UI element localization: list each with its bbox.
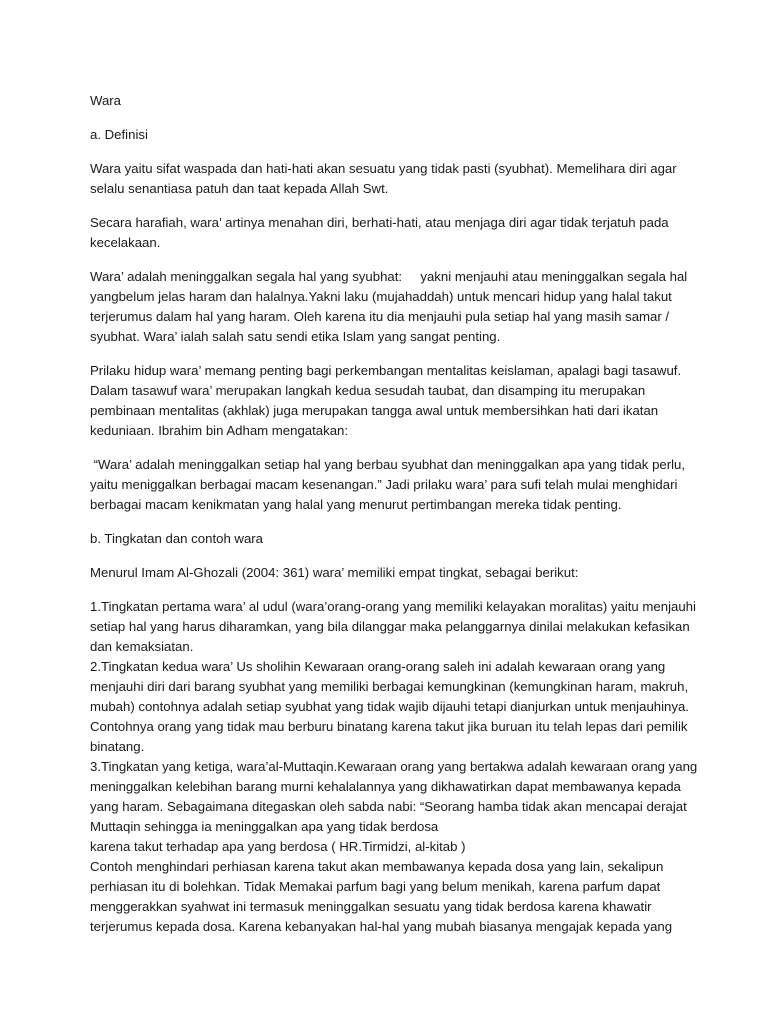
text-line: yang haram. Sebagaimana ditegaskan oleh sabda nabi: “Seorang hamba tidak akan mencapai derajat	[90, 799, 687, 814]
text-line: syubhat. Wara’ ialah salah satu sendi etika Islam yang sangat penting.	[90, 329, 501, 344]
text-line: Prilaku hidup wara’ memang penting bagi perkembangan mentalitas keislaman, apalagi bagi tasawuf.	[90, 363, 682, 378]
text-line: terjerumus dalam hal yang haram. Oleh karena itu dia menjauhi pula setiap hal yang masih samar /	[90, 309, 670, 324]
text-line: “Wara’ adalah meninggalkan setiap hal yang berbau syubhat dan meninggalkan apa yang tidak perlu,	[90, 457, 686, 472]
text-line: Contohnya orang yang tidak mau berburu binatang karena takut jika buruan itu telah lepas dari pemilik	[90, 719, 688, 734]
text-line: keduniaan. Ibrahim bin Adham mengatakan:	[90, 423, 349, 438]
text-line: terjerumus kepada dosa. Karena kebanyakan hal-hal yang mubah biasanya mengajak kepada yang	[90, 919, 673, 934]
text-line: karena takut terhadap apa yang berdosa ( HR.Tirmidzi, al-kitab )	[90, 839, 466, 854]
text-line: 1.Tingkatan pertama wara’ al udul (wara’orang-orang yang memiliki kelayakan moralitas) yaitu menjauhi	[90, 599, 696, 614]
quote-ibrahim-bin-adham	[90, 455, 728, 515]
text-line: 2.Tingkatan kedua wara’ Us sholihin Kewaraan orang-orang saleh ini adalah kewaraan orang yang	[90, 659, 666, 674]
text-line: Menurul Imam Al-Ghozali (2004: 361) wara’ memiliki empat tingkat, sebagai berikut:	[90, 565, 579, 580]
text-line: Contoh menghindari perhiasan karena takut akan membawanya kepada dosa yang lain, sekalipun	[90, 859, 664, 874]
text-line: 3.Tingkatan yang ketiga, wara’al-Muttaqin.Kewaraan orang yang bertakwa adalah kewaraan orang yang	[90, 759, 698, 774]
text-line: Dalam tasawuf wara’ merupakan langkah kedua sesudah taubat, dan disamping itu merupakan	[90, 383, 646, 398]
paragraph-harafiah	[90, 213, 728, 253]
text-line: perhiasan itu di bolehkan. Tidak Memakai parfum bagi yang belum menikah, karena parfum dapat	[90, 879, 661, 894]
text-line: selalu senantiasa patuh dan taat kepada Allah Swt.	[90, 181, 389, 196]
paragraph-definition	[90, 159, 728, 199]
paragraph-intro-ghozali	[90, 563, 728, 583]
text-line: Secara harafiah, wara’ artinya menahan diri, berhati-hati, atau menjaga diri agar tidak terjatuh pada	[90, 215, 669, 230]
text-line: mubah) contohnya adalah setiap syubhat yang tidak wajib dijauhi tetapi dianjurkan untuk menjauhinya.	[90, 699, 689, 714]
text-line: Wara yaitu sifat waspada dan hati-hati akan sesuatu yang tidak pasti (syubhat). Memelihara diri agar	[90, 161, 677, 176]
section-a-heading: a. Definisi	[90, 127, 148, 142]
text-line: Wara’ adalah meninggalkan segala hal yang syubhat: yakni menjauhi atau meninggalkan segala hal	[90, 269, 688, 284]
text-line: yangbelum jelas haram dan halalnya.Yakni laku (mujahaddah) untuk mencari hidup yang halal takut	[90, 289, 672, 304]
text-line: binatang.	[90, 739, 145, 754]
text-line: dan kemaksiatan.	[90, 639, 194, 654]
text-line: kecelakaan.	[90, 235, 161, 250]
text-line: menjauhi diri dari barang syubhat yang memiliki berbagai kemungkinan (kemungkinan haram, makruh,	[90, 679, 689, 694]
text-line: berbagai macam kenikmatan yang halal yang menurut pertimbangan mereka tidak penting.	[90, 497, 622, 512]
text-line: meninggalkan kelebihan barang murni kehalalannya yang dikhawatirkan dapat membawanya kepada	[90, 779, 681, 794]
text-line: yaitu meniggalkan berbagai macam kesenangan.” Jadi prilaku wara’ para sufi telah mulai menghidari	[90, 477, 678, 492]
section-b-heading: b. Tingkatan dan contoh wara	[90, 531, 264, 546]
text-line: Muttaqin sehingga ia meninggalkan apa yang tidak berdosa	[90, 819, 439, 834]
document-title: Wara	[90, 93, 122, 108]
text-line: setiap hal yang harus diharamkan, yang bila dilanggar maka pelanggarnya dinilai melakukan kefasikan	[90, 619, 690, 634]
paragraph-tasawuf	[90, 361, 728, 441]
paragraph-syubhat	[90, 267, 728, 347]
text-line: menggerakkan syahwat ini termasuk meninggalkan sesuatu yang tidak berdosa karena khawatir	[90, 899, 652, 914]
tingkatan-list	[90, 597, 728, 937]
text-line: pembinaan mentalitas (akhlak) juga merupakan tangga awal untuk membersihkan hati dari ikatan	[90, 403, 659, 418]
